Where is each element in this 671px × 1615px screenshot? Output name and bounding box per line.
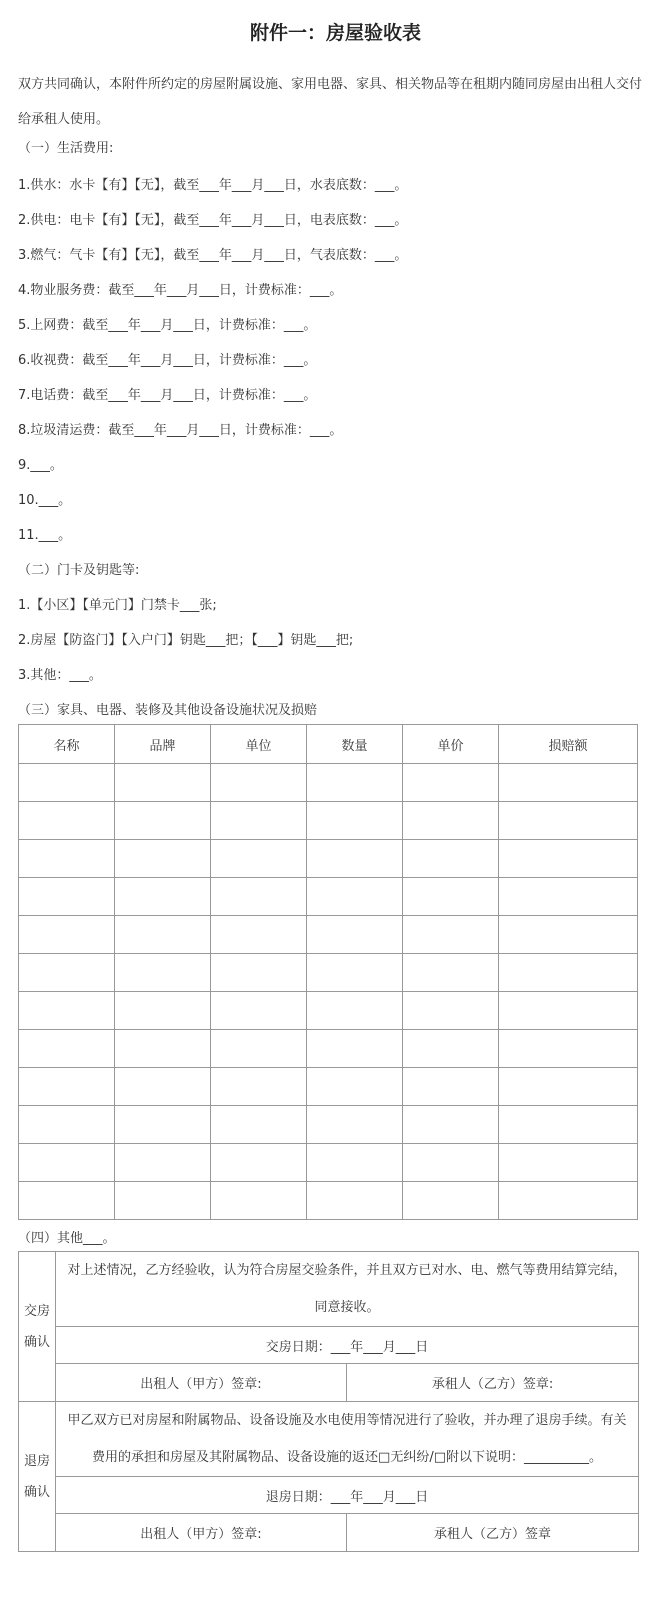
table-header-row (19, 725, 638, 764)
table-cell (115, 916, 211, 954)
table-cell (307, 1068, 403, 1106)
expense-item: 3.燃气：气卡【有】【无】，截至___年___月___日，气表底数：___。 (18, 248, 408, 263)
table-cell (19, 1030, 115, 1068)
table-row (19, 878, 638, 916)
handover-statement: 对上述情况，乙方经验收，认为符合房屋交验条件，并且双方已对水、电、燃气等费用结算完结，同意接收。 (56, 1252, 639, 1327)
table-cell (307, 1182, 403, 1220)
col-header-quantity: 数量 (307, 725, 403, 764)
table-cell (211, 1106, 307, 1144)
table-cell (499, 1182, 638, 1220)
table-cell (307, 954, 403, 992)
table-cell (115, 1068, 211, 1106)
table-cell (403, 1182, 499, 1220)
section-other: （四）其他___。 (18, 1231, 116, 1246)
expense-item: 6.收视费：截至___年___月___日，计费标准：___。 (18, 353, 317, 368)
table-cell (115, 840, 211, 878)
col-header-unit: 单位 (211, 725, 307, 764)
intro-paragraph: 双方共同确认，本附件所约定的房屋附属设施、家用电器、家具、相关物品等在租期内随同房屋由出租人交付给承租人使用。 (18, 77, 643, 127)
document-title: 附件一：房屋验收表 (249, 22, 421, 44)
col-header-compensation: 损赔额 (499, 725, 638, 764)
table-cell (211, 916, 307, 954)
table-cell (211, 954, 307, 992)
table-cell (307, 764, 403, 802)
key-item: 2.房屋【防盗门】【入户门】钥匙___把；【___】钥匙___把; (18, 633, 354, 648)
table-row (19, 1144, 638, 1182)
section-living-expenses: （一）生活费用: (18, 141, 114, 156)
col-header-brand: 品牌 (115, 725, 211, 764)
table-cell (307, 802, 403, 840)
expense-item: 5.上网费：截至___年___月___日，计费标准：___。 (18, 318, 317, 333)
expense-item: 4.物业服务费：截至___年___月___日，计费标准：___。 (18, 283, 343, 298)
table-cell (499, 1030, 638, 1068)
table-row (19, 916, 638, 954)
table-cell (403, 916, 499, 954)
table-cell (403, 878, 499, 916)
table-cell (115, 878, 211, 916)
key-item: 1.【小区】【单元门】门禁卡___张; (18, 598, 217, 613)
return-landlord-signature: 出租人（甲方）签章: (56, 1514, 347, 1552)
return-label: 退房 确认 (19, 1402, 56, 1552)
table-cell (403, 1068, 499, 1106)
expense-item: 8.垃圾清运费：截至___年___月___日，计费标准：___。 (18, 423, 343, 438)
table-cell (115, 1182, 211, 1220)
col-header-name: 名称 (19, 725, 115, 764)
expense-item: 1.供水：水卡【有】【无】，截至___年___月___日，水表底数：___。 (18, 178, 408, 193)
expense-item: 10.___。 (18, 493, 72, 508)
table-cell (19, 764, 115, 802)
table-row (19, 764, 638, 802)
furniture-table (18, 724, 638, 1220)
table-cell (115, 1030, 211, 1068)
handover-tenant-signature: 承租人（乙方）签章: (347, 1364, 639, 1402)
table-row (19, 1106, 638, 1144)
table-cell (19, 954, 115, 992)
table-cell (307, 1106, 403, 1144)
table-cell (403, 954, 499, 992)
furniture-table-body (19, 764, 638, 1220)
table-cell (115, 1144, 211, 1182)
table-cell (307, 1030, 403, 1068)
table-cell (115, 1106, 211, 1144)
table-cell (307, 840, 403, 878)
table-cell (211, 1068, 307, 1106)
handover-date: 交房日期：___年___月___日 (56, 1327, 639, 1364)
table-cell (211, 1144, 307, 1182)
table-cell (307, 916, 403, 954)
table-cell (403, 1106, 499, 1144)
table-cell (499, 954, 638, 992)
table-cell (211, 802, 307, 840)
table-cell (499, 840, 638, 878)
table-cell (19, 992, 115, 1030)
table-row (19, 1068, 638, 1106)
table-cell (499, 1106, 638, 1144)
table-cell (19, 1182, 115, 1220)
table-cell (211, 840, 307, 878)
expense-item: 9.___。 (18, 458, 63, 473)
table-cell (19, 840, 115, 878)
handover-label: 交房 确认 (19, 1252, 56, 1402)
table-cell (211, 1030, 307, 1068)
table-cell (499, 1068, 638, 1106)
expense-item: 2.供电：电卡【有】【无】，截至___年___月___日，电表底数：___。 (18, 213, 408, 228)
table-cell (499, 878, 638, 916)
table-cell (19, 1144, 115, 1182)
table-cell (403, 840, 499, 878)
table-cell (403, 764, 499, 802)
table-cell (499, 764, 638, 802)
table-cell (403, 802, 499, 840)
table-cell (211, 764, 307, 802)
section-furniture: （三）家具、电器、装修及其他设备设施状况及损赔 (18, 703, 318, 718)
handover-landlord-signature: 出租人（甲方）签章: (56, 1364, 347, 1402)
table-cell (403, 1144, 499, 1182)
table-row (19, 1182, 638, 1220)
table-cell (115, 992, 211, 1030)
table-cell (19, 1068, 115, 1106)
table-cell (211, 878, 307, 916)
table-cell (499, 992, 638, 1030)
return-tenant-signature: 承租人（乙方）签章 (347, 1514, 639, 1552)
expense-item: 7.电话费：截至___年___月___日，计费标准：___。 (18, 388, 317, 403)
expense-item: 11.___。 (18, 528, 72, 543)
table-cell (211, 992, 307, 1030)
table-cell (19, 1106, 115, 1144)
table-cell (499, 802, 638, 840)
table-cell (115, 764, 211, 802)
table-cell (19, 802, 115, 840)
table-cell (211, 1182, 307, 1220)
table-cell (19, 878, 115, 916)
table-row (19, 992, 638, 1030)
confirmation-table (18, 1251, 639, 1552)
table-cell (307, 878, 403, 916)
return-statement: 甲乙双方已对房屋和附属物品、设备设施及水电使用等情况进行了验收，并办理了退房手续。有关费用的承担和房屋及其附属物品、设备设施的返还□无纠纷/□附以下说明：__________。 (56, 1402, 639, 1477)
table-cell (307, 1144, 403, 1182)
key-item: 3.其他：___。 (18, 668, 102, 683)
table-cell (403, 1030, 499, 1068)
table-cell (115, 954, 211, 992)
return-date: 退房日期：___年___月___日 (56, 1477, 639, 1514)
table-row (19, 1030, 638, 1068)
table-row (19, 802, 638, 840)
col-header-unit-price: 单价 (403, 725, 499, 764)
table-cell (403, 992, 499, 1030)
table-cell (499, 1144, 638, 1182)
table-cell (499, 916, 638, 954)
section-cards-keys: （二）门卡及钥匙等: (18, 563, 140, 578)
table-cell (115, 802, 211, 840)
table-row (19, 840, 638, 878)
table-cell (19, 916, 115, 954)
table-cell (307, 992, 403, 1030)
table-row (19, 954, 638, 992)
